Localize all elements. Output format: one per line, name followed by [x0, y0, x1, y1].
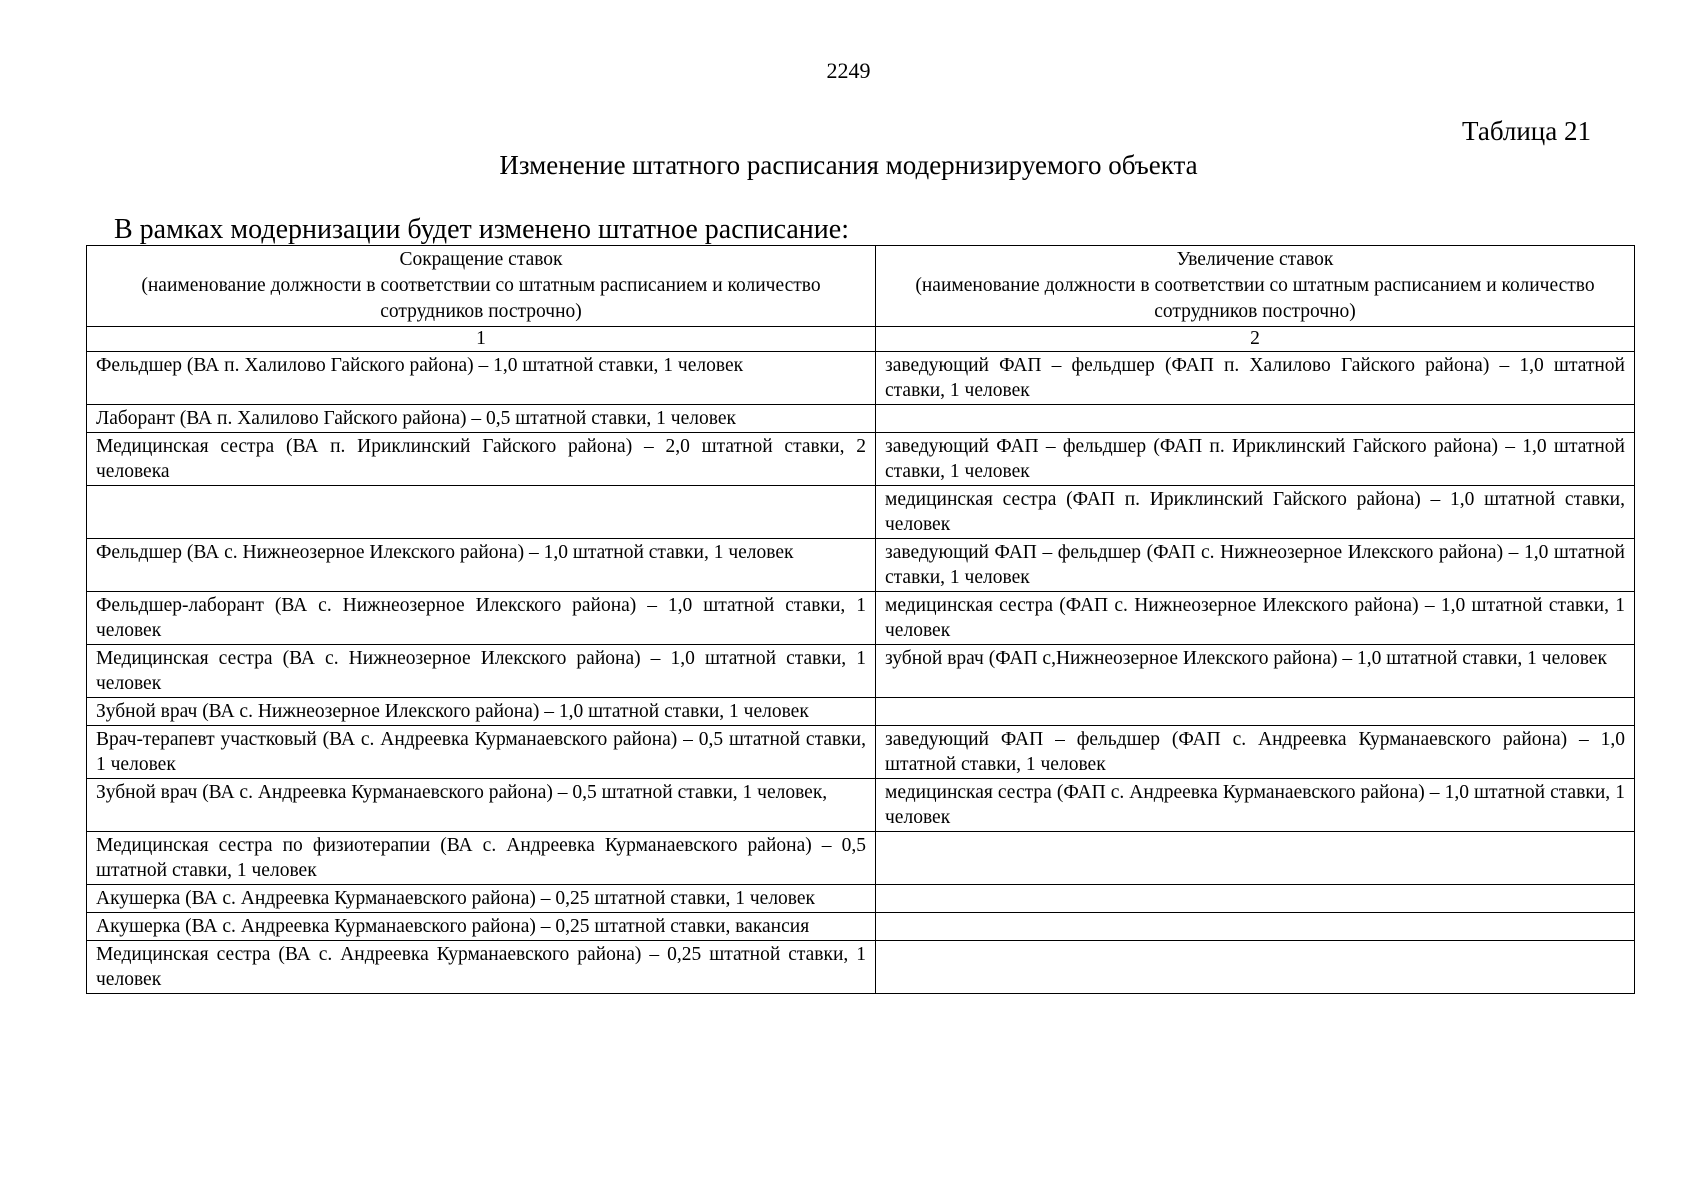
column-number: 1 — [87, 327, 876, 352]
table-label: Таблица 21 — [1462, 116, 1591, 146]
reduce-cell: Медицинская сестра (ВА п. Ириклинский Гайского района) – 2,0 штатной ставки, 2 человека — [87, 433, 876, 486]
table-row — [87, 941, 1635, 994]
header-row — [87, 246, 1635, 327]
increase-cell: медицинская сестра (ФАП с. Нижнеозерное Илекского района) – 1,0 штатной ставки, 1 человек — [876, 592, 1635, 645]
header-increase-title: Увеличение ставок — [1176, 249, 1334, 270]
reduce-cell: Врач-терапевт участковый (ВА с. Андреевка Курманаевского района) – 0,5 штатной ставки, 1 человек — [87, 726, 876, 779]
increase-cell — [876, 941, 1635, 994]
table-row — [87, 486, 1635, 539]
table-row — [87, 405, 1635, 433]
header-increase-note: (наименование должности в соответствии со штатным расписанием и количество сотрудников построчно) — [915, 275, 1595, 322]
reduce-cell: Медицинская сестра (ВА с. Нижнеозерное Илекского района) – 1,0 штатной ставки, 1 человек — [87, 645, 876, 698]
increase-cell: медицинская сестра (ФАП с. Андреевка Курманаевского района) – 1,0 штатной ставки, 1 человек — [876, 779, 1635, 832]
staffing-table — [86, 245, 1635, 994]
table-body — [87, 352, 1635, 994]
header-reduce-title: Сокращение ставок — [399, 249, 563, 270]
increase-cell — [876, 913, 1635, 941]
increase-cell: заведующий ФАП – фельдшер (ФАП с. Нижнеозерное Илекского района) – 1,0 штатной ставки, 1 человек — [876, 539, 1635, 592]
document-title: Изменение штатного расписания модернизируемого объекта — [499, 150, 1198, 180]
table-row — [87, 913, 1635, 941]
reduce-cell: Акушерка (ВА с. Андреевка Курманаевского района) – 0,25 штатной ставки, 1 человек — [87, 885, 876, 913]
table-row — [87, 779, 1635, 832]
reduce-cell: Фельдшер (ВА п. Халилово Гайского района) – 1,0 штатной ставки, 1 человек — [87, 352, 876, 405]
column-number-row — [87, 327, 1635, 352]
reduce-cell: Фельдшер (ВА с. Нижнеозерное Илекского района) – 1,0 штатной ставки, 1 человек — [87, 539, 876, 592]
header-reduce — [87, 246, 876, 327]
increase-cell: заведующий ФАП – фельдшер (ФАП с. Андреевка Курманаевского района) – 1,0 штатной ставки, 1 человек — [876, 726, 1635, 779]
header-reduce-note: (наименование должности в соответствии со штатным расписанием и количество сотрудников построчно) — [141, 275, 821, 322]
table-row — [87, 352, 1635, 405]
table-row — [87, 698, 1635, 726]
increase-cell: заведующий ФАП – фельдшер (ФАП п. Ириклинский Гайского района) – 1,0 штатной ставки, 1 человек — [876, 433, 1635, 486]
table-row — [87, 885, 1635, 913]
increase-cell — [876, 885, 1635, 913]
reduce-cell: Зубной врач (ВА с. Андреевка Курманаевского района) – 0,5 штатной ставки, 1 человек, — [87, 779, 876, 832]
reduce-cell — [87, 486, 876, 539]
table-row — [87, 592, 1635, 645]
reduce-cell: Медицинская сестра по физиотерапии (ВА с. Андреевка Курманаевского района) – 0,5 штатной ставки, 1 человек — [87, 832, 876, 885]
table-row — [87, 433, 1635, 486]
table-row — [87, 645, 1635, 698]
table-row — [87, 726, 1635, 779]
reduce-cell: Медицинская сестра (ВА с. Андреевка Курманаевского района) – 0,25 штатной ставки, 1 человек — [87, 941, 876, 994]
increase-cell — [876, 698, 1635, 726]
increase-cell: зубной врач (ФАП с,Нижнеозерное Илекского района) – 1,0 штатной ставки, 1 человек — [876, 645, 1635, 698]
column-number: 2 — [876, 327, 1635, 352]
table-row — [87, 832, 1635, 885]
page-number: 2249 — [826, 58, 871, 83]
increase-cell — [876, 405, 1635, 433]
increase-cell: медицинская сестра (ФАП п. Ириклинский Гайского района) – 1,0 штатной ставки, человек — [876, 486, 1635, 539]
reduce-cell: Лаборант (ВА п. Халилово Гайского района) – 0,5 штатной ставки, 1 человек — [87, 405, 876, 433]
header-increase — [876, 246, 1635, 327]
intro-text: В рамках модернизации будет изменено штатное расписание: — [114, 214, 849, 245]
increase-cell — [876, 832, 1635, 885]
reduce-cell: Зубной врач (ВА с. Нижнеозерное Илекского района) – 1,0 штатной ставки, 1 человек — [87, 698, 876, 726]
table-row — [87, 539, 1635, 592]
reduce-cell: Фельдшер-лаборант (ВА с. Нижнеозерное Илекского района) – 1,0 штатной ставки, 1 человек — [87, 592, 876, 645]
reduce-cell: Акушерка (ВА с. Андреевка Курманаевского района) – 0,25 штатной ставки, вакансия — [87, 913, 876, 941]
increase-cell: заведующий ФАП – фельдшер (ФАП п. Халилово Гайского района) – 1,0 штатной ставки, 1 человек — [876, 352, 1635, 405]
